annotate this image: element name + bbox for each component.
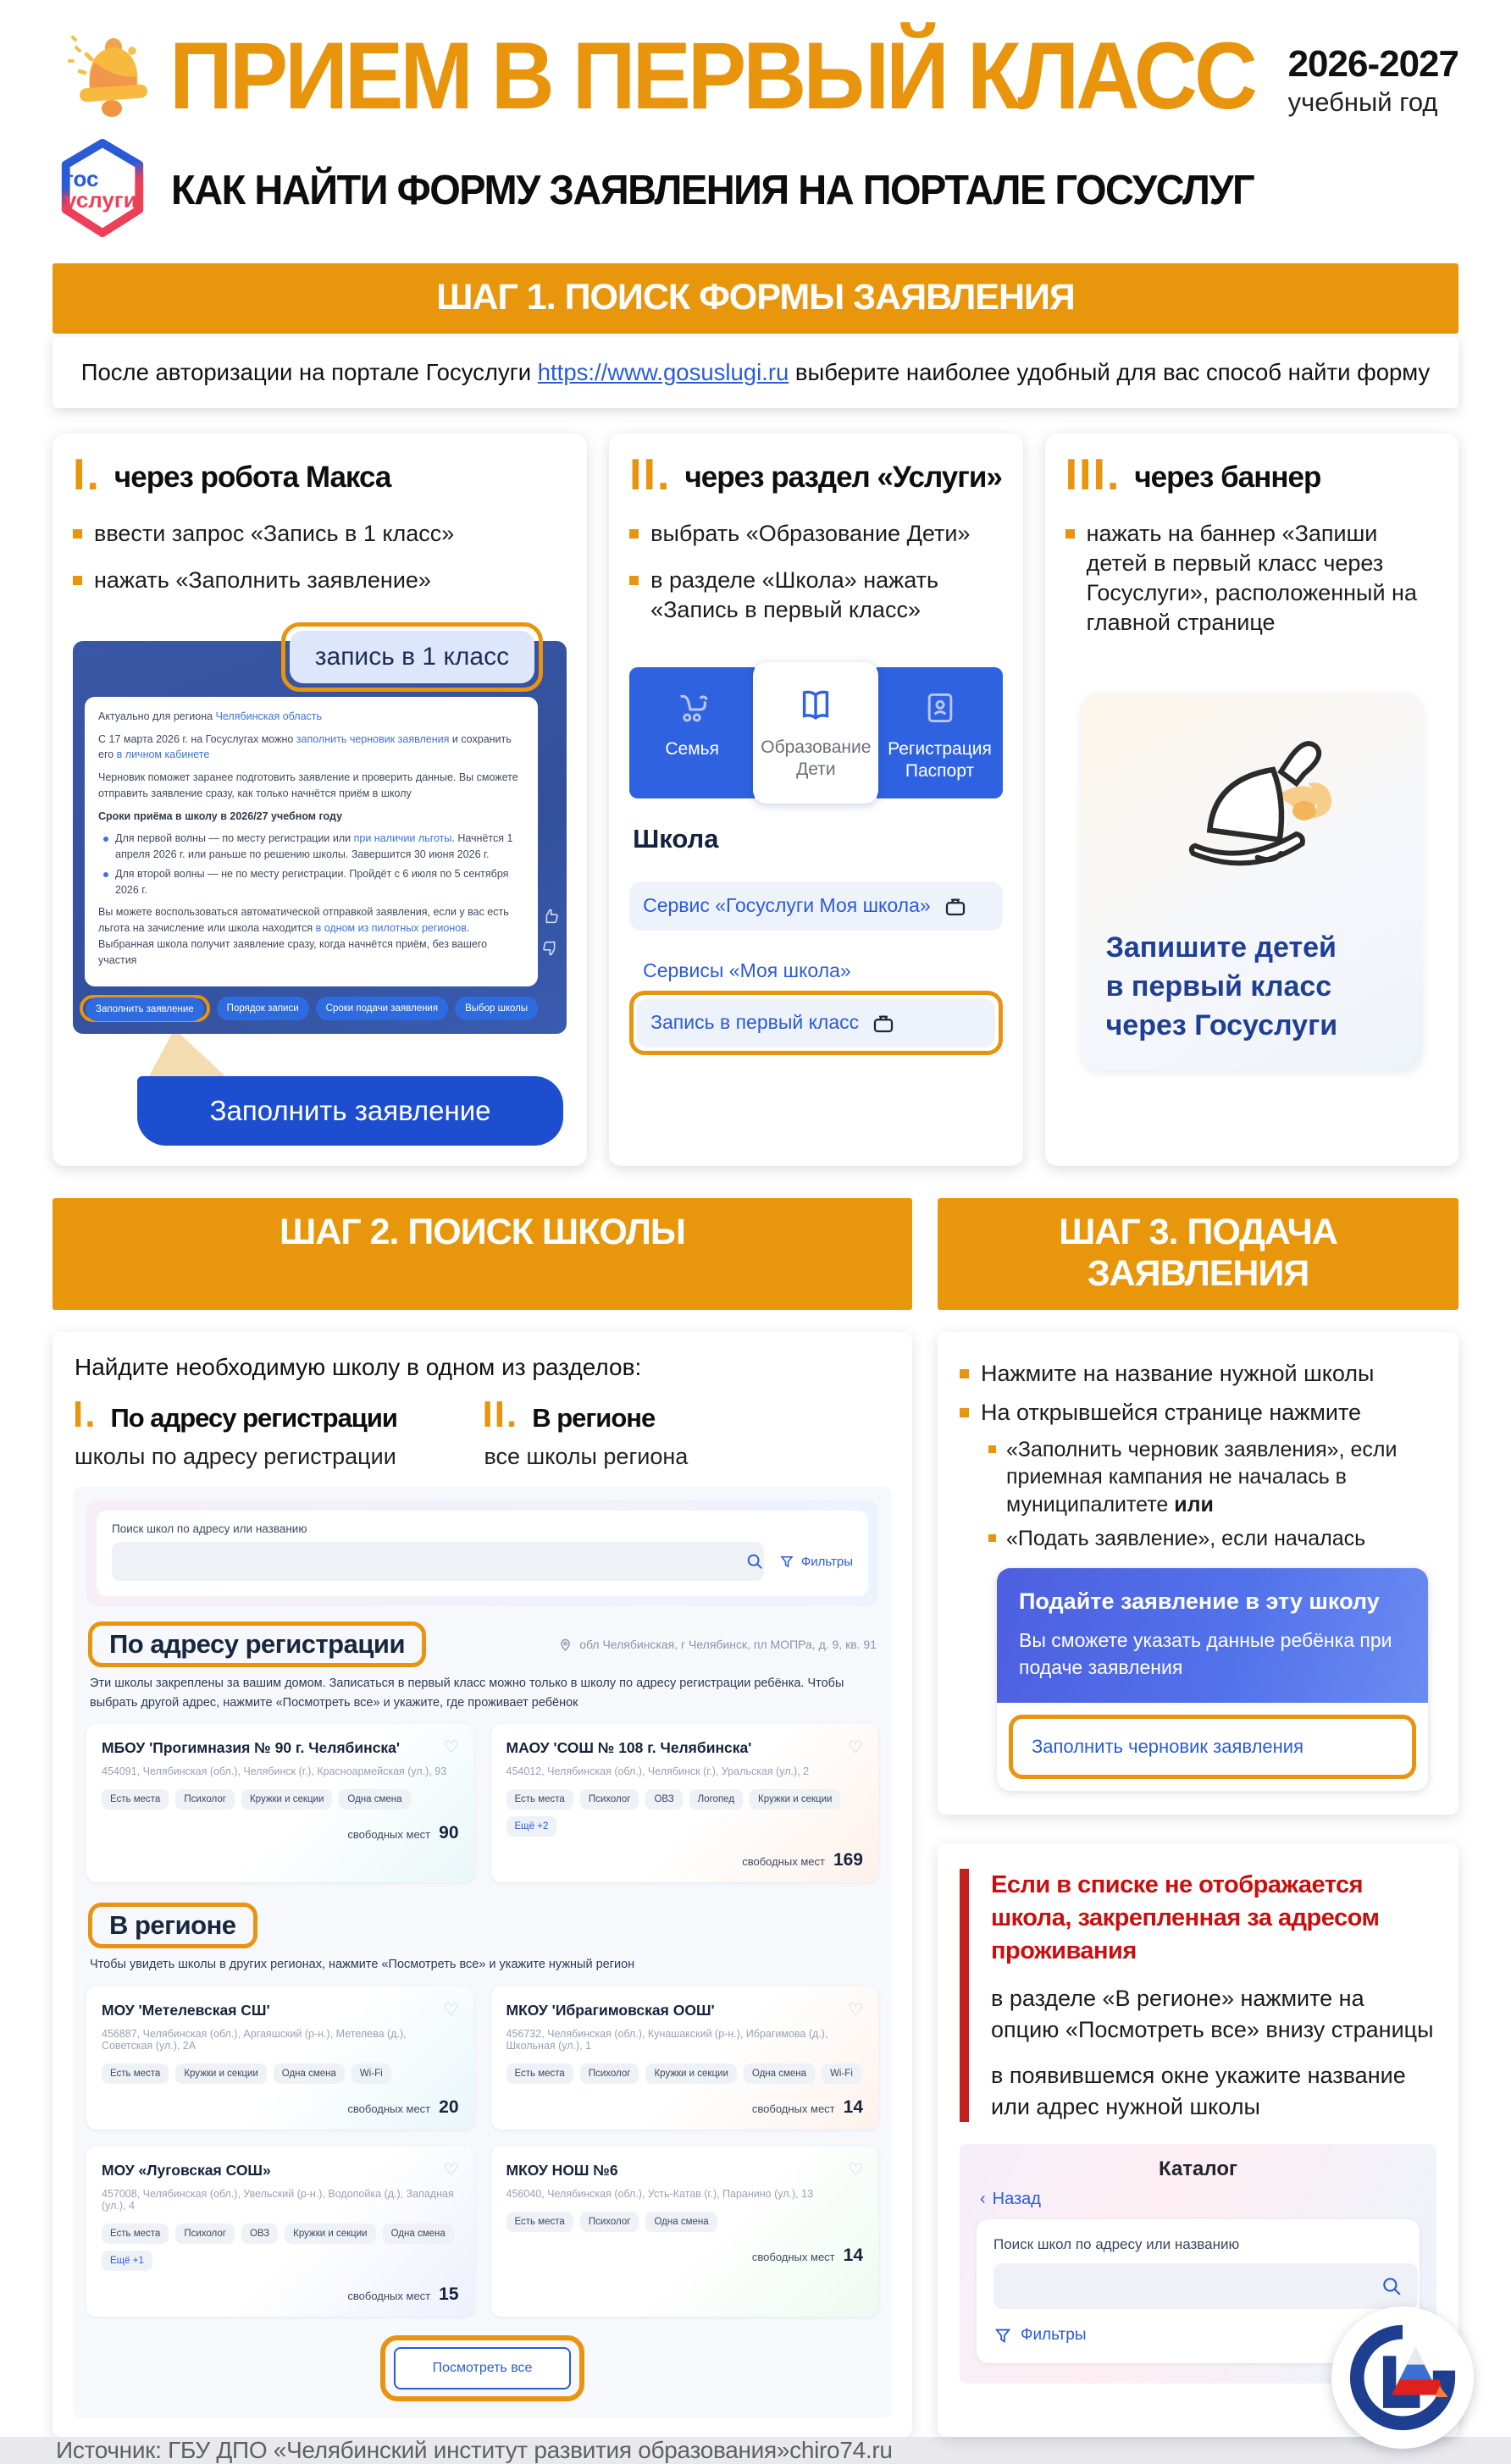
step1-columns [53, 434, 1458, 1166]
step1-intro [53, 337, 1458, 408]
header [53, 24, 1458, 130]
column3-title: через баннер [1134, 461, 1321, 494]
roman-numeral-1: I. [73, 1394, 97, 1436]
chat-pilot-link[interactable]: в одном из пилотных регионов [315, 922, 467, 935]
seats-count: 90 [439, 1823, 459, 1843]
chip-order[interactable]: Порядок записи [217, 997, 309, 1020]
thumbs-down-icon[interactable] [541, 939, 560, 958]
seats-count: 20 [439, 2097, 459, 2117]
roman-numeral-3: III. [1065, 450, 1121, 500]
logo-text-line2: услуги [64, 186, 137, 213]
school-address: 456040, Челябинская (обл.), Усть-Катав (г.), Паранино (ул.), 13 [506, 2187, 814, 2200]
chat-query-bubble: запись в 1 класс [290, 631, 534, 683]
school-address: 454012, Челябинская (обл.), Челябинск (г.), Уральская (ул.), 2 [506, 1765, 810, 1778]
back-link[interactable]: ‹ Назад [980, 2190, 1041, 2209]
bullet-marker [988, 1534, 996, 1542]
tab-education-children[interactable]: Образование Дети [753, 662, 878, 804]
step3-card [938, 1332, 1458, 1815]
heart-icon[interactable]: ♡ [848, 2000, 863, 2019]
search-label: Поиск школ по адресу или названию [112, 1522, 307, 1536]
sub1-caption: школы по адресу регистрации [75, 1444, 396, 1470]
institute-logo-icon [1331, 2307, 1474, 2449]
heart-icon[interactable]: ♡ [443, 1738, 459, 1758]
school-name[interactable]: МБОУ 'Прогимназия № 90 г. Челябинска' [102, 1739, 401, 1757]
school-card[interactable] [86, 1724, 474, 1882]
school-card[interactable] [86, 2146, 474, 2317]
year-value: 2026-2027 [1287, 42, 1458, 85]
chat-answer-card: Актуально для региона Челябинская область С 17 марта 2026 г. на Госуслугах можно заполнить черновик заявления и сохранить его в личном кабинете Черновик поможет заранее подготовить заявление и проверить данные. Вы сможете отправить заявление сразу, как только начнётся приём в школу Сроки приёма в школу в 2026/27 учебном году Для первой волны — по месту регистрации или при наличии льготы. Начнётся 1 апреля 2026 г. или раньше по решению школы. Завершится 30 июня 2026 г. Для второй волны — не по месту регистрации. Пройдёт с 6 июля по 5 сентября 2026 г. Вы можете воспользоваться автоматической отправкой заявления, если у вас есть льгота на зачисление или школа находится в одном из пилотных регионов. Выбранная школа получит заявление сразу, когда начнётся приём, без вашего участия [85, 697, 538, 987]
school-card[interactable] [491, 1986, 879, 2130]
note-paragraph2: в появившемся окне укажите название или адрес нужной школы [991, 2063, 1406, 2119]
gosuslugi-link[interactable]: https://www.gosuslugi.ru [537, 359, 789, 385]
steps-content-row [53, 1332, 1458, 2436]
fill-application-callout[interactable]: Заполнить заявление [137, 1076, 563, 1146]
highlight-frame [629, 991, 1002, 1055]
chip-school-choice[interactable]: Выбор школы [455, 997, 538, 1020]
apply-card-title: Подайте заявление в эту школу [1019, 1588, 1380, 1614]
school-tag: Одна смена [274, 2063, 345, 2084]
column1-title: через робота Макса [113, 461, 391, 494]
seats-count: 14 [843, 2097, 863, 2117]
column2-bullet2: в разделе «Школа» нажать «Запись в первый класс» [650, 566, 939, 622]
section-in-region-desc: Чтобы увидеть школы в других регионах, нажмите «Посмотреть все» и укажите нужный регион [90, 1958, 635, 1972]
roman-numeral-2: II. [482, 1394, 519, 1436]
column3-bullet: нажать на баннер «Запиши детей в первый класс через Госуслуги», расположенный на главной странице [1086, 520, 1417, 636]
chat-benefit-link[interactable]: при наличии льготы [353, 832, 452, 845]
note-title: Если в списке не отображается школа, закрепленная за адресом проживания [991, 1871, 1380, 1965]
chat-p2: Черновик поможет заранее подготовить заявление и проверить данные. Вы сможете отправить заявление сразу, как только начнётся приём в школу [98, 771, 518, 799]
bullet-marker [629, 576, 639, 585]
more-tags-link[interactable]: Ещё +2 [506, 1816, 557, 1837]
school-tag: Кружки и секции [175, 2063, 266, 2084]
chat-region-link[interactable]: Челябинская область [215, 710, 323, 722]
step3-bullet1: Нажмите на название нужной школы [981, 1361, 1375, 1387]
school-card[interactable] [491, 2146, 879, 2317]
catalog-title: Каталог [1159, 2157, 1237, 2181]
school-address: 454091, Челябинская (обл.), Челябинск (г.), Красноармейская (ул.), 93 [102, 1765, 447, 1778]
column-robot-max [53, 434, 587, 1166]
bell-illustration-icon [1106, 717, 1401, 912]
school-tag: Психолог [175, 2224, 235, 2244]
year-label: учебный год [1287, 86, 1438, 117]
filter-icon [779, 1554, 794, 1569]
step2-card [53, 1332, 912, 2436]
tab-family[interactable]: Семья [629, 667, 755, 798]
school-tag: Есть места [102, 2224, 169, 2244]
school-tag: Психолог [580, 2212, 639, 2232]
school-tag: Кружки и секции [241, 1789, 332, 1809]
in-region-cards [86, 1986, 878, 2317]
school-tag: Кружки и секции [645, 2063, 736, 2084]
stroller-icon [634, 686, 750, 730]
view-all-button[interactable]: Посмотреть все [394, 2347, 572, 2389]
school-tag: Психолог [580, 2063, 639, 2084]
book-icon [758, 684, 873, 728]
chat-region-text: Актуально для региона [98, 710, 216, 722]
service-link-my-school-services[interactable]: Сервисы «Моя школа» [643, 959, 851, 981]
column2-bullet1: выбрать «Образование Дети» [650, 520, 971, 546]
heart-icon[interactable]: ♡ [848, 2160, 863, 2179]
intro-text-before: После авторизации на портале Госуслуги [80, 359, 538, 385]
section-in-region-title: В регионе [109, 1910, 236, 1941]
roman-numeral-1: I. [73, 450, 101, 500]
school-name[interactable]: МКОУ НОШ №6 [506, 2161, 618, 2179]
step2-sub1 [73, 1394, 483, 1470]
column-services [609, 434, 1022, 1166]
sub2-title: В регионе [532, 1403, 656, 1434]
id-card-icon [882, 686, 997, 730]
filters-button[interactable]: Фильтры [779, 1554, 853, 1569]
school-tag: Wi-Fi [822, 2063, 861, 2084]
intro-text-after: выберите наиболее удобный для вас способ найти форму [789, 359, 1431, 385]
step3-banner: ШАГ 3. ПОДАЧА ЗАЯВЛЕНИЯ [938, 1198, 1458, 1310]
section-by-address-title: По адресу регистрации [109, 1629, 406, 1660]
step2-intro: Найдите необходимую школу в одном из разделов: [75, 1354, 642, 1381]
bullet-marker [960, 1408, 969, 1417]
gosuslugi-logo-icon [53, 136, 152, 241]
step3-bullet2: На открывшейся странице нажмите [981, 1399, 1362, 1425]
chat-suggestion-chips [85, 995, 538, 1022]
bullet-marker [988, 1445, 996, 1453]
chat-draft-link[interactable]: заполнить черновик заявления [296, 732, 450, 745]
chat-cabinet-link[interactable]: в личном кабинете [116, 749, 210, 761]
page-title: ПРИЕМ В ПЕРВЫЙ КЛАСС [169, 23, 1254, 130]
school-tag: Кружки и секции [285, 2224, 375, 2244]
seats-label: свободных мест [347, 2102, 431, 2115]
search-input[interactable] [112, 1542, 764, 1581]
seats-count: 15 [439, 2284, 459, 2304]
chevron-left-icon: ‹ [980, 2190, 986, 2209]
banner-text: Запишите детей в первый класс через Госуслуги [1105, 931, 1338, 1041]
highlight-frame [281, 622, 543, 692]
school-tag: Логопед [689, 1789, 743, 1809]
column2-title: через раздел «Услуги» [684, 461, 1002, 494]
school-card[interactable] [491, 1724, 879, 1882]
chat-screenshot [73, 641, 567, 1035]
feedback-icons [541, 907, 560, 958]
school-search-screenshot [73, 1487, 892, 2417]
school-tag: Wi-Fi [351, 2063, 391, 2084]
school-address: 456732, Челябинская (обл.), Кунашакский (р-н.), Ибрагимова (д.), Школьная (ул.), 1 [506, 2027, 828, 2052]
chat-deadlines-title: Сроки приёма в школу в 2026/27 учебном году [98, 809, 343, 822]
catalog-search-label: Поиск школ по адресу или названию [993, 2236, 1240, 2253]
enroll-banner[interactable] [1081, 693, 1423, 1071]
bullet-marker [960, 1369, 969, 1378]
source-text: Источник: ГБУ ДПО «Челябинский институт развития образования»chiro74.ru [56, 2436, 893, 2463]
school-tag: Есть места [506, 2212, 573, 2232]
briefcase-icon [871, 1010, 896, 1036]
step3-sub-bullet1: «Заполнить черновик заявления», если приемная кампания не началась в муниципалитете или [1006, 1437, 1398, 1517]
sub2-caption: все школы региона [484, 1444, 689, 1470]
catalog-filters-button[interactable]: Фильтры [993, 2326, 1403, 2345]
highlight-frame [380, 2335, 585, 2401]
tab-registration-passport[interactable]: Регистрация Паспорт [877, 667, 1002, 798]
seats-label: свободных мест [742, 1855, 825, 1869]
bullet-marker [73, 529, 82, 539]
step3-sub-bullet2: «Подать заявление», если началась [1006, 1527, 1366, 1551]
school-address: 456887, Челябинская (обл.), Аргаяшский (р-н.), Метелева (д.), Советская (ул.), 2А [102, 2027, 407, 2052]
list-dot [103, 837, 108, 842]
catalog-search-input[interactable] [993, 2263, 1418, 2309]
school-tag: Есть места [506, 1789, 573, 1809]
briefcase-icon [943, 893, 968, 919]
footer [0, 2437, 1511, 2464]
roman-numeral-2: II. [629, 450, 672, 500]
bullet-marker [1065, 529, 1075, 539]
chat-p1: С 17 марта 2026 г. на Госуслугах можно [98, 732, 296, 745]
heart-icon[interactable]: ♡ [443, 2160, 459, 2179]
school-tag: Психолог [580, 1789, 639, 1809]
search-panel [97, 1511, 868, 1596]
services-tabbar [629, 667, 1002, 798]
sub1-title: По адресу регистрации [110, 1403, 397, 1434]
service-link-first-grade[interactable]: Запись в первый класс [637, 998, 994, 1047]
school-tag: Одна смена [339, 1789, 410, 1809]
bullet-marker [629, 529, 639, 539]
column1-bullet2: нажать «Заполнить заявление» [94, 566, 431, 593]
highlight-frame [1009, 1715, 1416, 1779]
logo-text-line1: гос [64, 166, 99, 191]
highlight-frame [88, 1621, 426, 1667]
column1-bullet1: ввести запрос «Запись в 1 класс» [94, 520, 455, 546]
more-tags-link[interactable]: Ещё +1 [102, 2251, 152, 2271]
school-tag: Кружки и секции [750, 1789, 840, 1809]
school-address: 457008, Челябинская (обл.), Увельский (р-н.), Водопойка (д.), Западная (ул.), 4 [102, 2187, 454, 2212]
school-card[interactable] [86, 1986, 474, 2130]
seats-label: свободных мест [347, 1828, 431, 1842]
school-name[interactable]: МОУ 'Метелевская СШ' [102, 2001, 270, 2019]
location-pin-icon [558, 1638, 573, 1652]
column-banner [1045, 434, 1458, 1166]
seats-count: 169 [833, 1850, 863, 1870]
school-name[interactable]: МКОУ 'Ибрагимовская ООШ' [506, 2001, 715, 2019]
school-tag: Одна смена [383, 2224, 454, 2244]
thumbs-up-icon[interactable] [541, 907, 560, 925]
service-link-my-school[interactable]: Сервис «Госуслуги Моя школа» [629, 881, 1002, 931]
apply-card-text: Вы сможете указать данные ребёнка при подаче заявления [1019, 1628, 1392, 1678]
seats-label: свободных мест [751, 2250, 835, 2263]
callout-pointer [149, 1029, 225, 1076]
section-by-address-desc: Эти школы закреплены за вашим домом. Записаться в первый класс можно только в школу по адресу регистрации ребёнка. Чтобы выбрать другой адрес, нажмите «Посмотреть все» и укажите, где проживает ребёнок [90, 1677, 844, 1710]
chat-li2: Для второй волны — не по месту регистрации. Пройдёт с 6 июля по 5 сентября 2026 г. [115, 867, 509, 896]
seats-label: свободных мест [347, 2289, 431, 2302]
page-subtitle: КАК НАЙТИ ФОРМУ ЗАЯВЛЕНИЯ НА ПОРТАЛЕ ГОСУСЛУГ [171, 165, 1254, 213]
chip-fill-application[interactable]: Заполнить заявление [86, 997, 204, 1021]
seats-label: свободных мест [751, 2102, 835, 2115]
school-tag: Есть места [506, 2063, 573, 2084]
school-tag: Одна смена [645, 2212, 717, 2232]
school-tag: Есть места [102, 1789, 169, 1809]
chip-deadlines[interactable]: Сроки подачи заявления [316, 997, 448, 1020]
list-dot [103, 872, 108, 877]
school-name[interactable]: МАОУ 'СОШ № 108 г. Челябинска' [506, 1739, 752, 1757]
school-year [1288, 36, 1458, 118]
filter-icon [993, 2326, 1012, 2345]
highlight-frame [80, 995, 210, 1022]
school-tag: Одна смена [744, 2063, 815, 2084]
school-tag: ОВЗ [645, 1789, 682, 1809]
search-icon[interactable] [745, 1552, 764, 1571]
note-paragraph1: в разделе «В регионе» нажмите на опцию «Посмотреть все» внизу страницы [991, 1986, 1434, 2042]
search-icon[interactable] [1381, 2275, 1403, 2297]
heart-icon[interactable]: ♡ [443, 2000, 459, 2019]
school-name[interactable]: МОУ «Луговская СОШ» [102, 2161, 271, 2179]
apply-screenshot [997, 1568, 1428, 1791]
school-section-title: Школа [633, 823, 719, 854]
heart-icon[interactable]: ♡ [848, 1738, 863, 1758]
step2-sub2 [482, 1394, 893, 1470]
school-tag: ОВЗ [241, 2224, 278, 2244]
subheader [53, 136, 1458, 241]
step-banners-row [53, 1198, 1458, 1310]
step2-banner: ШАГ 2. ПОИСК ШКОЛЫ [53, 1198, 912, 1310]
bullet-marker [73, 576, 82, 585]
fill-draft-button[interactable]: Заполнить черновик заявления [1016, 1722, 1409, 1771]
highlight-frame [88, 1903, 257, 1948]
school-tag: Есть места [102, 2063, 169, 2084]
seats-count: 14 [843, 2245, 863, 2265]
by-address-cards [86, 1724, 878, 1882]
bell-icon [53, 24, 154, 130]
school-tag: Психолог [175, 1789, 235, 1809]
registration-address: обл Челябинская, г Челябинск, пл МОПРа, д. 9, кв. 91 [558, 1638, 877, 1652]
step1-banner: ШАГ 1. ПОИСК ФОРМЫ ЗАЯВЛЕНИЯ [53, 263, 1458, 334]
